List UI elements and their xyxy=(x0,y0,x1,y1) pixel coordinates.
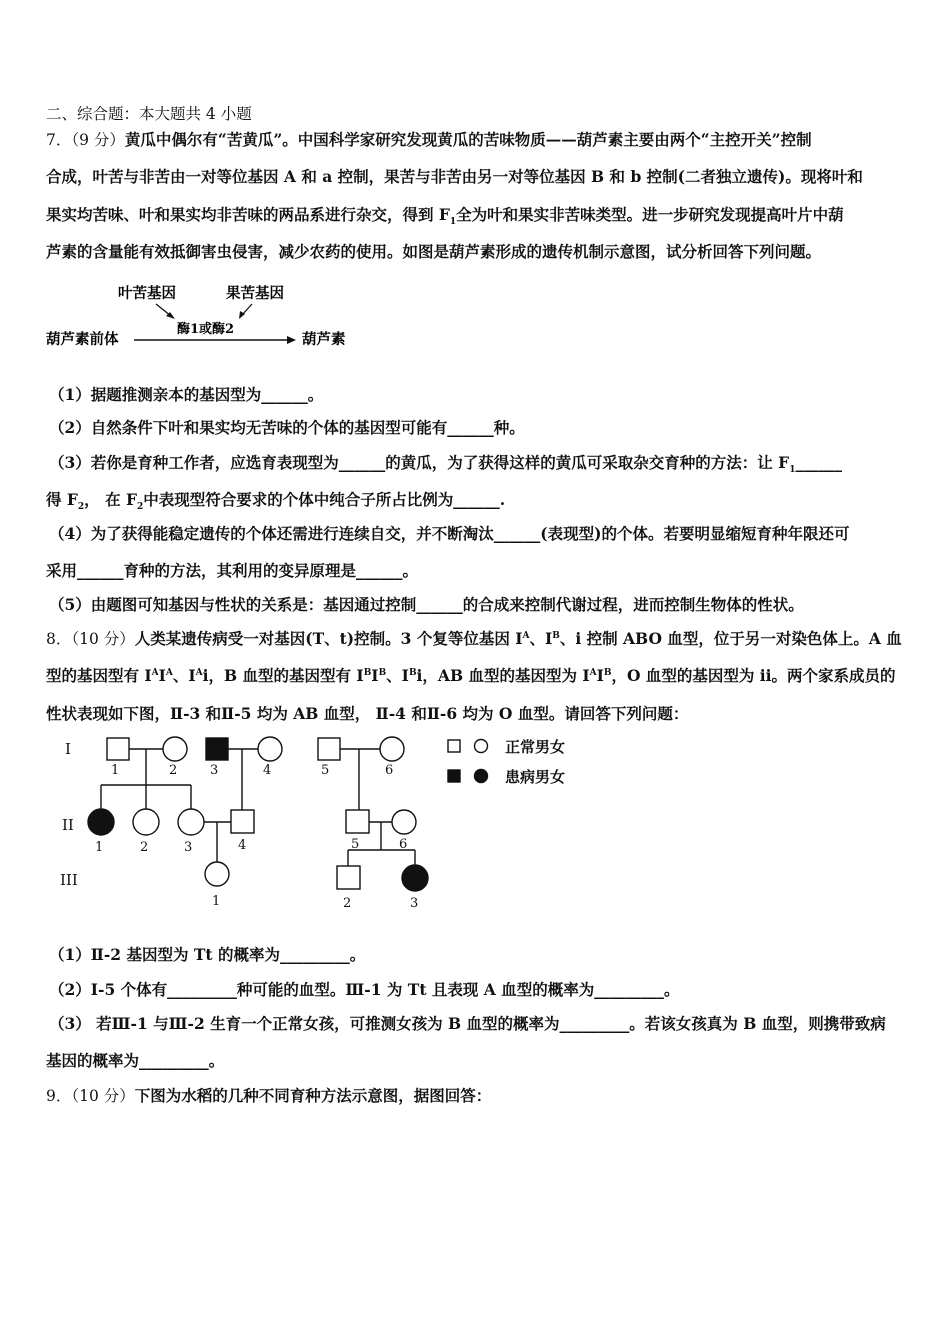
legend-normal-label: 正常男女 xyxy=(505,738,566,756)
q8-l2-i: ，O 血型的基因型为 ii。两个家系成员的 xyxy=(611,666,896,685)
q7-sub-3-line-1 xyxy=(49,451,842,476)
I-4-label: 4 xyxy=(263,763,272,778)
q8-l2-e: I xyxy=(371,666,379,685)
q8-l2-s8: B xyxy=(603,667,612,678)
I-5-male xyxy=(318,738,340,760)
q7-number: 7． xyxy=(46,131,72,149)
I-2-female xyxy=(163,737,187,761)
III-1-female xyxy=(205,862,229,886)
II-2-female xyxy=(133,809,159,835)
q8-l2-c: 、I xyxy=(172,666,196,685)
II-2-label: 2 xyxy=(140,840,149,855)
q9-points: （10 分） xyxy=(71,1087,135,1105)
III-2-label: 2 xyxy=(343,896,352,911)
q7-sub-2: （2）自然条件下叶和果实均无苦味的个体的基因型可能有______种。 xyxy=(49,418,525,437)
generation-III-label: III xyxy=(60,871,78,889)
I-2-label: 2 xyxy=(169,763,178,778)
product-label: 葫芦素 xyxy=(302,331,346,348)
II-3-female xyxy=(178,809,204,835)
q7-sub-4-line-2: 采用______育种的方法，其利用的变异原理是______。 xyxy=(46,561,419,580)
legend-affected-male-icon xyxy=(448,770,460,782)
q7-line-3 xyxy=(46,203,844,228)
q8-line-1 xyxy=(46,627,902,649)
III-2-male xyxy=(337,866,360,889)
q8-line-3: 性状表现如下图，Ⅱ-3 和Ⅱ-5 均为 AB 血型， Ⅱ-4 和Ⅱ-6 均为 O 血型。请回答下列问题： xyxy=(46,704,689,723)
q7-text: 黄瓜中偶尔有“苦黄瓜”。中国科学家研究发现黄瓜的苦味物质——葫芦素主要由两个“主控开关”控制 xyxy=(124,130,812,149)
q7-line-3-text-b: 全为叶和果实非苦味类型。进一步研究发现提高叶片中葫 xyxy=(456,205,844,224)
q7-sub-3-l2-a: 得 F xyxy=(46,490,78,509)
q7-line-2: 合成，叶苦与非苦由一对等位基因 A 和 a 控制，果苦与非苦由另一对等位基因 B 和 b 控制(二者独立遗传)。现将叶和 xyxy=(46,167,863,186)
I-6-label: 6 xyxy=(385,763,394,778)
q8-l2-g: i，AB 血型的基因型为 I xyxy=(416,666,590,685)
leaf-bitter-gene-label: 叶苦基因 xyxy=(118,285,176,302)
I-1-label: 1 xyxy=(111,763,120,778)
cucurbitacin-mechanism-figure xyxy=(44,278,364,350)
q8-l2-a: 型的基因型有 I xyxy=(46,666,152,685)
II-1-label: 1 xyxy=(95,840,104,855)
q8-l2-s3: A xyxy=(195,667,203,678)
generation-I-label: I xyxy=(65,740,71,758)
q8-sub-2: （2）Ⅰ-5 个体有_________种可能的血型。Ⅲ-1 为 Tt 且表现 A 血型的概率为_________。 xyxy=(49,980,680,999)
q8-l2-s5: B xyxy=(378,667,387,678)
q9-line-1 xyxy=(46,1084,491,1106)
q8-l2-b: I xyxy=(158,666,166,685)
enzyme-label: 酶1或酶2 xyxy=(177,322,235,337)
q7-line-4: 芦素的含量能有效抵御害虫侵害，减少农药的使用。如图是葫芦素形成的遗传机制示意图，试分析回答下列问题。 xyxy=(46,242,822,261)
II-5-male xyxy=(346,810,369,833)
q8-l1-c: 、i 控制 ABO 血型，位于另一对染色体上。A 血 xyxy=(559,629,902,648)
pedigree-figure xyxy=(55,730,595,915)
q7-sub-3-l2-sub2: 2 xyxy=(136,502,144,513)
legend-affected-label: 患病男女 xyxy=(505,768,566,786)
q7-line-3-text-a: 果实均苦味、叶和果实均非苦味的两品系进行杂交，得到 F xyxy=(46,205,450,224)
q8-l2-d: i，B 血型的基因型有 I xyxy=(202,666,364,685)
q7-sub-3-sub: 1 xyxy=(789,465,796,476)
q7-line-1 xyxy=(46,128,812,150)
III-1-label: 1 xyxy=(212,894,221,909)
q7-sub-3-line-2 xyxy=(46,488,506,513)
q8-l1-sup-a: A xyxy=(522,630,530,641)
reaction-arrowhead xyxy=(287,336,296,344)
I-6-female xyxy=(380,737,404,761)
q7-sub-4-line-1: （4）为了获得能稳定遗传的个体还需进行连续自交，并不断淘汰______(表现型)的个体。若要明显缩短育种年限还可 xyxy=(49,524,850,543)
fruit-bitter-gene-label: 果苦基因 xyxy=(226,285,284,302)
II-5-label: 5 xyxy=(351,837,360,852)
II-1-affected-female xyxy=(88,809,114,835)
q7-points: （9 分） xyxy=(71,131,125,149)
precursor-label: 葫芦素前体 xyxy=(46,331,119,348)
legend-normal-female-icon xyxy=(475,740,488,753)
q8-l2-s1: A xyxy=(151,667,159,678)
q7-sub-3-text-b: ______ xyxy=(795,453,842,472)
q8-sub-3-line-2: 基因的概率为_________。 xyxy=(46,1051,225,1070)
II-6-label: 6 xyxy=(399,837,408,852)
II-4-label: 4 xyxy=(238,838,247,853)
I-3-label: 3 xyxy=(210,763,219,778)
q8-number: 8． xyxy=(46,630,72,648)
section-heading: 二、综合题：本大题共 4 小题 xyxy=(46,105,252,123)
q9-text: 下图为水稻的几种不同育种方法示意图，据图回答： xyxy=(134,1086,492,1105)
III-3-label: 3 xyxy=(410,896,419,911)
q7-sub-1: （1）据题推测亲本的基因型为______。 xyxy=(49,385,324,404)
q7-sub-3-l2-b: ， 在 F xyxy=(84,490,137,509)
q7-sub-3-l2-sub1: 2 xyxy=(77,502,85,513)
legend-affected-female-icon xyxy=(475,770,488,783)
I-3-affected-male xyxy=(206,738,228,760)
II-6-female xyxy=(392,810,416,834)
q8-l2-f: 、I xyxy=(386,666,409,685)
q8-sub-3-line-1: （3） 若Ⅲ-1 与Ⅲ-2 生育一个正常女孩，可推测女孩为 B 血型的概率为_________。若该女孩真为 B 血型，则携带致病 xyxy=(49,1014,886,1033)
II-3-label: 3 xyxy=(184,840,193,855)
q8-l2-h: I xyxy=(596,666,604,685)
legend-normal-male-icon xyxy=(448,740,460,752)
q7-sub-5: （5）由题图可知基因与性状的关系是：基因通过控制______的合成来控制代谢过程，进而控制生物体的性状。 xyxy=(49,595,804,614)
II-4-male xyxy=(231,810,254,833)
q8-points: （10 分） xyxy=(71,630,135,648)
generation-II-label: II xyxy=(62,816,74,834)
q8-l1-b: 、I xyxy=(529,629,553,648)
q8-sub-1: （1）Ⅱ-2 基因型为 Tt 的概率为_________。 xyxy=(49,945,366,964)
q8-l2-s2: A xyxy=(165,667,173,678)
q8-line-2 xyxy=(46,664,896,686)
I-4-female xyxy=(258,737,282,761)
q8-l2-s4: B xyxy=(363,667,372,678)
III-3-affected-female xyxy=(402,865,428,891)
q8-l1-sup-b: B xyxy=(552,630,560,641)
q7-sub-3-text-a: （3）若你是育种工作者，应选育表现型为______的黄瓜，为了获得这样的黄瓜可采取杂交育种的方法：让 F xyxy=(49,453,790,472)
q9-number: 9． xyxy=(46,1087,72,1105)
q7-sub-3-l2-c: 中表现型符合要求的个体中纯合子所占比例为______. xyxy=(143,490,506,509)
q8-l2-s7: A xyxy=(589,667,597,678)
q8-l1-a: 人类某遗传病受一对基因(T、t)控制。3 个复等位基因 I xyxy=(134,629,523,648)
I-5-label: 5 xyxy=(321,763,330,778)
q8-l2-s6: B xyxy=(408,667,417,678)
I-1-male xyxy=(107,738,129,760)
q7-line-3-sub: 1 xyxy=(449,217,457,228)
